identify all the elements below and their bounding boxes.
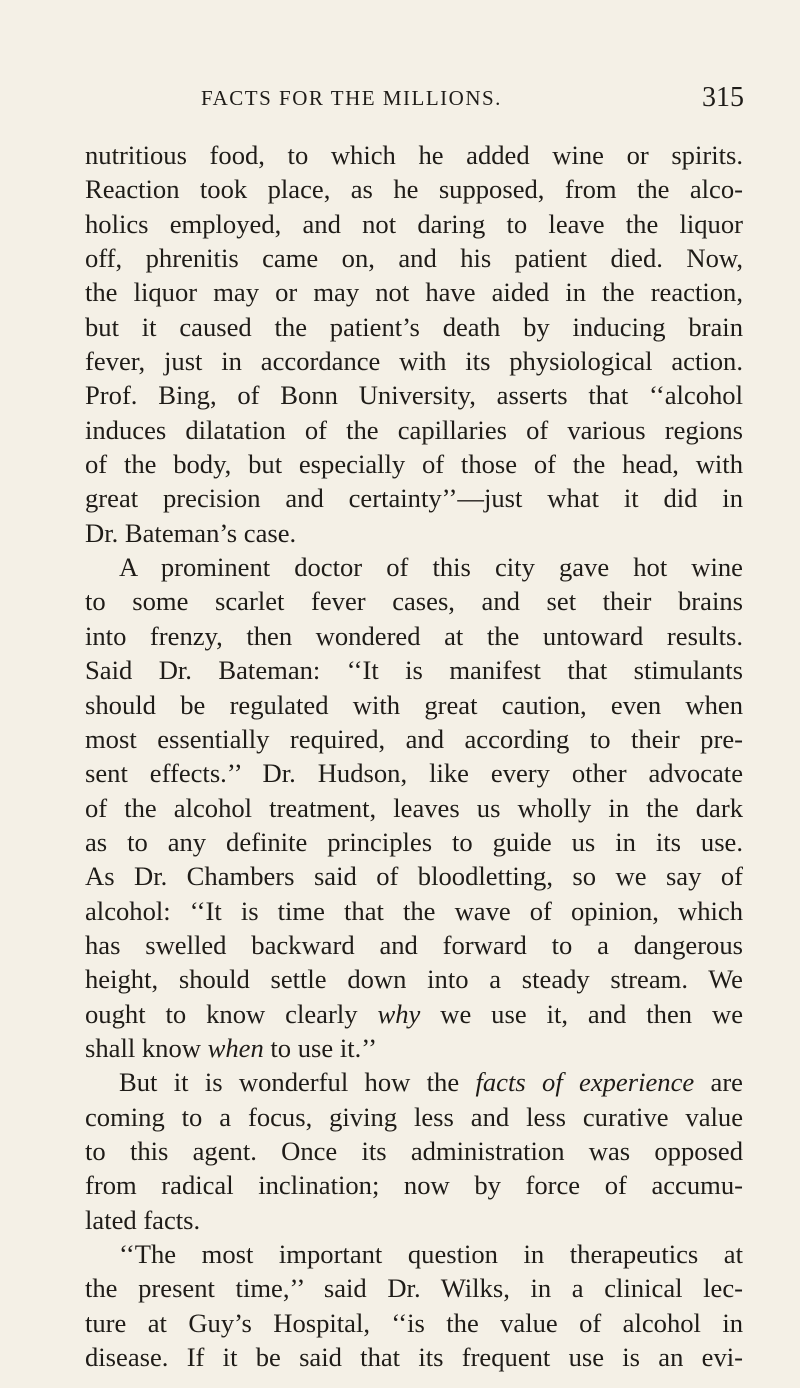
text-line: induces dilatation of the capillaries of various regions (85, 414, 743, 445)
text-line: As Dr. Chambers said of bloodletting, so we say of (85, 861, 743, 892)
text-line: most essentially required, and according to their pre- (85, 723, 743, 754)
text-line: as to any definite principles to guide us in its use. (85, 826, 743, 857)
text-line: Reaction took place, as he supposed, from the alco- (85, 174, 743, 205)
text-line: ture at Guy’s Hospital, ‘‘is the value of alcohol in (85, 1307, 743, 1338)
text-line: to some scarlet fever cases, and set their brains (85, 586, 743, 617)
text-line: coming to a focus, giving less and less curative value (85, 1101, 743, 1132)
text-line: great precision and certainty’’—just what it did in (85, 483, 743, 514)
line-text-before: ought to know clearly (85, 998, 378, 1029)
paragraph-4 (85, 1237, 743, 1374)
line-text-after: are (694, 1067, 743, 1098)
text-line: nutritious food, to which he added wine or spirits. (85, 140, 743, 170)
body-text (85, 138, 743, 1374)
paragraph-1 (85, 138, 743, 550)
text-line: of the body, but especially of those of the head, with (85, 449, 743, 480)
text-line: Said Dr. Bateman: ‘‘It is manifest that stimulants (85, 655, 743, 686)
line-text-before: shall know (85, 1032, 208, 1063)
text-line: lated facts. (85, 1204, 201, 1235)
emphasis-facts-of-experience: facts of experience (475, 1067, 695, 1098)
text-line: into frenzy, then wondered at the untoward results. (85, 620, 743, 651)
text-line: the liquor may or may not have aided in the reaction, (85, 277, 743, 308)
text-line: fever, just in accordance with its physiological action. (85, 346, 743, 377)
emphasis-why: why (377, 998, 421, 1029)
text-line: Prof. Bing, of Bonn University, asserts that ‘‘alcohol (85, 380, 743, 411)
text-line: height, should settle down into a steady stream. We (85, 964, 743, 995)
text-line-why (85, 997, 743, 1031)
text-line: the present time,’’ said Dr. Wilks, in a clinical lec- (85, 1273, 743, 1304)
text-line: disease. If it be said that its frequent use is an evi- (85, 1342, 743, 1373)
text-line: should be regulated with great caution, even when (85, 689, 743, 720)
text-line: holics employed, and not daring to leave the liquor (85, 208, 743, 239)
text-line: A prominent doctor of this city gave hot wine (119, 552, 743, 583)
text-line-when (85, 1031, 743, 1065)
text-line: but it caused the patient’s death by inducing brain (85, 311, 743, 342)
text-line: to this agent. Once its administration was opposed (85, 1135, 743, 1166)
text-line: ‘‘The most important question in therapeutics at (119, 1239, 743, 1269)
text-line: sent effects.’’ Dr. Hudson, like every other advocate (85, 758, 743, 789)
text-line-facts (85, 1065, 743, 1099)
running-title: FACTS FOR THE MILLIONS. (201, 86, 502, 110)
text-line: Dr. Bateman’s case. (85, 517, 297, 548)
text-line: of the alcohol treatment, leaves us wholly in the dark (85, 792, 743, 823)
emphasis-when: when (207, 1032, 264, 1063)
text-line: has swelled backward and forward to a dangerous (85, 929, 743, 960)
text-line: off, phrenitis came on, and his patient died. Now, (85, 243, 743, 274)
line-text-after: we use it, and then we (420, 998, 743, 1029)
paragraph-2 (85, 550, 743, 1065)
line-text-after: to use it.’’ (263, 1032, 378, 1063)
line-text-before: But it is wonderful how the (119, 1067, 476, 1098)
text-line: alcohol: ‘‘It is time that the wave of opinion, which (85, 895, 743, 926)
page-number: 315 (702, 82, 744, 113)
paragraph-3 (85, 1065, 743, 1237)
page-header (201, 82, 744, 122)
text-line: from radical inclination; now by force of accumu- (85, 1170, 743, 1201)
